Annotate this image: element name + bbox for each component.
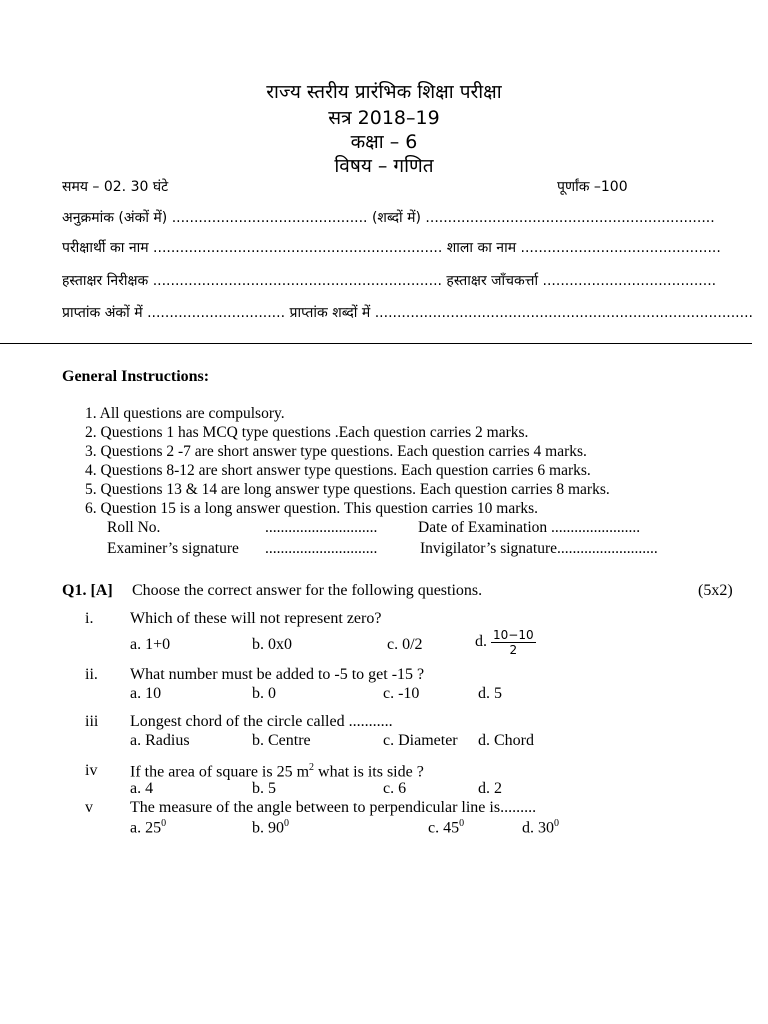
marks-words-label: प्राप्तांक शब्दों में <box>289 305 371 321</box>
class-label: कक्षा – 6 <box>350 131 418 153</box>
question-number: i. <box>85 610 94 627</box>
question-number: v <box>85 799 93 816</box>
instruction-item: 2. Questions 1 has MCQ type questions .Each question carries 2 marks. <box>85 424 529 441</box>
degree-superscript: 0 <box>161 818 167 829</box>
marks-digits-blank: ............................... <box>147 305 286 321</box>
checker-sign-blank: ....................................... <box>542 273 717 289</box>
option-c-text: c. 45 <box>428 819 460 837</box>
full-marks-label: पूर्णांक –100 <box>557 179 628 195</box>
option-b: b. 5 <box>252 780 276 797</box>
roll-digits-field <box>62 208 715 227</box>
invigilator-sign-blank: ................................................................. <box>152 273 442 289</box>
option-b-text: b. 90 <box>252 819 284 837</box>
option-a: a. 1+0 <box>130 636 171 653</box>
roll-no-blank: ............................. <box>265 519 378 536</box>
question-number: ii. <box>85 666 98 683</box>
signature-field <box>62 271 716 290</box>
option-d: d. 2 <box>478 780 502 797</box>
question-text <box>130 762 424 781</box>
degree-superscript: 0 <box>284 818 289 829</box>
option-c: c. Diameter <box>383 732 458 749</box>
invigilator-sign-label: हस्ताक्षर निरीक्षक <box>62 273 149 289</box>
instruction-item: 4. Questions 8-12 are short answer type questions. Each question carries 6 marks. <box>85 462 591 479</box>
instructions-heading: General Instructions: <box>62 368 210 385</box>
roll-digits-blank: ............................................ <box>171 210 368 226</box>
option-d-text: d. 30 <box>522 819 554 837</box>
roll-words-label: (शब्दों में) <box>371 210 421 226</box>
option-d-prefix: d. <box>475 633 487 651</box>
checker-sign-label: हस्ताक्षर जाँचकर्त्ता <box>446 273 539 289</box>
option-d <box>522 818 559 837</box>
option-d: d. Chord <box>478 732 534 749</box>
option-c: c. 0/2 <box>387 636 423 653</box>
exam-title: राज्य स्तरीय प्रारंभिक शिक्षा परीक्षा <box>266 81 502 103</box>
marks-field <box>62 303 753 322</box>
roll-digits-label: अनुक्रमांक (अंकों में) <box>62 210 168 226</box>
option-a <box>130 818 166 837</box>
q1-instruction: Choose the correct answer for the following questions. <box>132 582 483 599</box>
option-d <box>475 628 536 657</box>
option-c: c. 6 <box>383 780 407 797</box>
instruction-item: 6. Question 15 is a long answer question. This question carries 10 marks. <box>85 500 539 517</box>
examiner-signature-blank: ............................. <box>265 540 378 557</box>
marks-digits-label: प्राप्तांक अंकों में <box>62 305 143 321</box>
marks-words-blank: ..................................................................................... <box>374 305 753 321</box>
question-number: iv <box>85 762 98 779</box>
examinee-name-label: परीक्षार्थी का नाम <box>62 240 149 256</box>
option-b: b. Centre <box>252 732 311 749</box>
instruction-item: 1. All questions are compulsory. <box>85 405 285 422</box>
examiner-signature-label: Examiner’s signature <box>107 540 239 557</box>
question-number: iii <box>85 713 99 730</box>
fraction-numerator: 10−10 <box>493 628 534 642</box>
superscript: 2 <box>309 762 315 773</box>
school-name-label: शाला का नाम <box>446 240 517 256</box>
question-text-end: what is its side ? <box>314 763 424 781</box>
school-name-blank: ............................................. <box>520 240 721 256</box>
question-text: Which of these will not represent zero? <box>130 610 382 627</box>
fraction <box>491 628 536 657</box>
session: सत्र 2018–19 <box>328 107 440 129</box>
question-text-start: If the area of square is 25 m <box>130 763 310 781</box>
option-b <box>252 818 289 837</box>
invigilator-signature-label: Invigilator’s signature.......................... <box>420 540 658 557</box>
exam-date-label: Date of Examination ....................... <box>418 519 641 536</box>
option-a: a. 10 <box>130 685 162 702</box>
option-c: c. -10 <box>383 685 420 702</box>
question-text: What number must be added to -5 to get -15 ? <box>130 666 425 683</box>
option-c <box>428 818 464 837</box>
q1-label: Q1. [A] <box>62 582 113 599</box>
option-b: b. 0 <box>252 685 276 702</box>
option-b: b. 0x0 <box>252 636 292 653</box>
instruction-item: 3. Questions 2 -7 are short answer type questions. Each question carries 4 marks. <box>85 443 587 460</box>
option-d: d. 5 <box>478 685 502 702</box>
divider <box>0 343 752 344</box>
degree-superscript: 0 <box>554 818 559 829</box>
roll-words-blank: ................................................................. <box>425 210 715 226</box>
option-a: a. Radius <box>130 732 190 749</box>
question-text: Longest chord of the circle called ........... <box>130 713 393 730</box>
examinee-name-blank: ................................................................. <box>153 240 443 256</box>
q1-marks: (5x2) <box>698 582 733 599</box>
option-a: a. 4 <box>130 780 154 797</box>
option-a-text: a. 25 <box>130 819 162 837</box>
subject-label: विषय – गणित <box>334 155 434 177</box>
time-label: समय – 02. 30 घंटे <box>62 179 169 195</box>
roll-no-label: Roll No. <box>107 519 161 536</box>
question-text: The measure of the angle between to perpendicular line is......... <box>130 799 537 816</box>
degree-superscript: 0 <box>459 818 465 829</box>
name-field <box>62 238 721 257</box>
instruction-item: 5. Questions 13 & 14 are long answer type questions. Each question carries 8 marks. <box>85 481 610 498</box>
fraction-denominator: 2 <box>509 643 518 657</box>
